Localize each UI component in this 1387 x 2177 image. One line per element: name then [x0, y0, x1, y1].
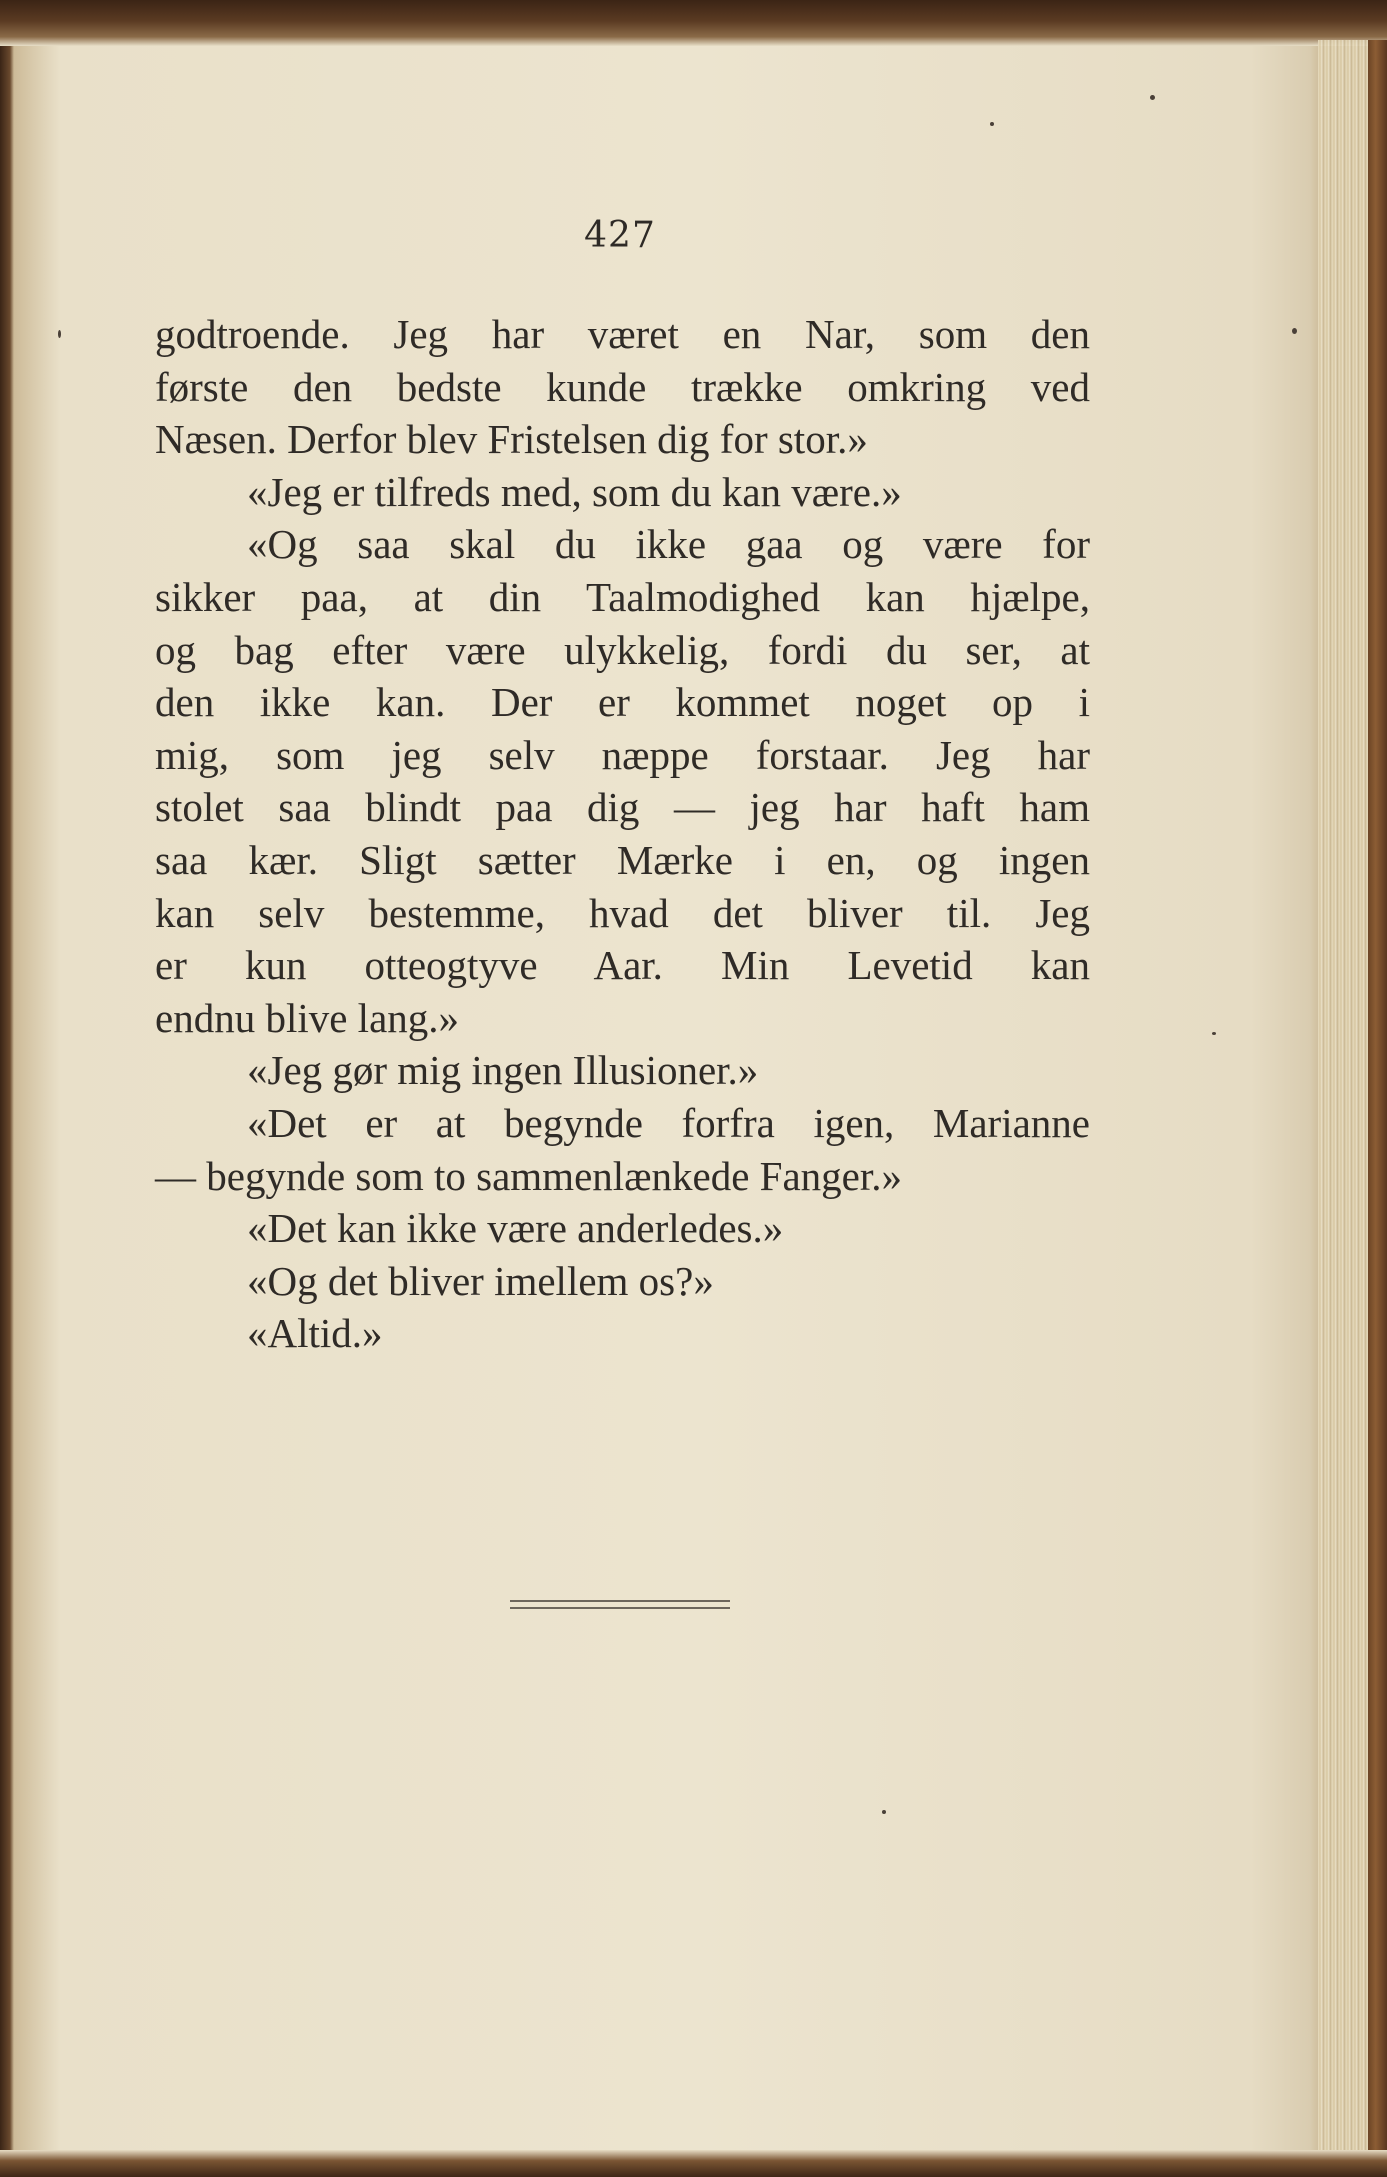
text-line: første den bedste kunde trække omkring ved	[155, 363, 1090, 410]
text-line: «Jeg gør mig ingen Illusioner.»	[247, 1047, 759, 1094]
text-line: Næsen. Derfor blev Fristelsen dig for stor.»	[155, 416, 868, 463]
text-line: den ikke kan. Der er kommet noget op i	[155, 679, 1090, 726]
text-line: «Og saa skal du ikke gaa og være for	[247, 521, 1090, 568]
paper-speck	[1150, 95, 1155, 100]
text-line: mig, som jeg selv næppe forstaar. Jeg har	[155, 731, 1090, 778]
book-cover-edge	[1368, 40, 1387, 2155]
text-line: — begynde som to sammenlænkede Fanger.»	[155, 1152, 902, 1199]
text-line: «Jeg er tilfreds med, som du kan være.»	[247, 468, 902, 515]
paper-speck	[882, 1810, 886, 1814]
text-line: saa kær. Sligt sætter Mærke i en, og ingen	[155, 836, 1090, 883]
paper-speck	[1212, 1032, 1216, 1035]
paper-speck	[1292, 328, 1297, 334]
text-line: sikker paa, at din Taalmodighed kan hjælpe,	[155, 573, 1090, 620]
text-line: «Og det bliver imellem os?»	[247, 1257, 714, 1304]
paper-speck	[990, 122, 994, 126]
paper-speck	[58, 330, 61, 338]
text-line: «Altid.»	[247, 1310, 383, 1357]
text-line: endnu blive lang.»	[155, 994, 460, 1041]
text-line: stolet saa blindt paa dig — jeg har haft ham	[155, 784, 1090, 831]
top-binding-edge	[0, 0, 1387, 46]
body-text	[155, 308, 1090, 1360]
section-end-rule	[510, 1600, 730, 1609]
text-line: «Det er at begynde forfra igen, Marianne	[247, 1099, 1090, 1146]
text-line: er kun otteogtyve Aar. Min Levetid kan	[155, 942, 1090, 989]
text-line: godtroende. Jeg har været en Nar, som den	[155, 311, 1090, 357]
text-line: og bag efter være ulykkelig, fordi du ser, at	[155, 626, 1090, 673]
text-line: «Det kan ikke være anderledes.»	[247, 1205, 784, 1252]
bottom-binding-edge	[0, 2150, 1387, 2177]
page-number: 427	[584, 215, 656, 256]
text-line: kan selv bestemme, hvad det bliver til. Jeg	[155, 889, 1090, 936]
page-edges	[1318, 40, 1368, 2155]
